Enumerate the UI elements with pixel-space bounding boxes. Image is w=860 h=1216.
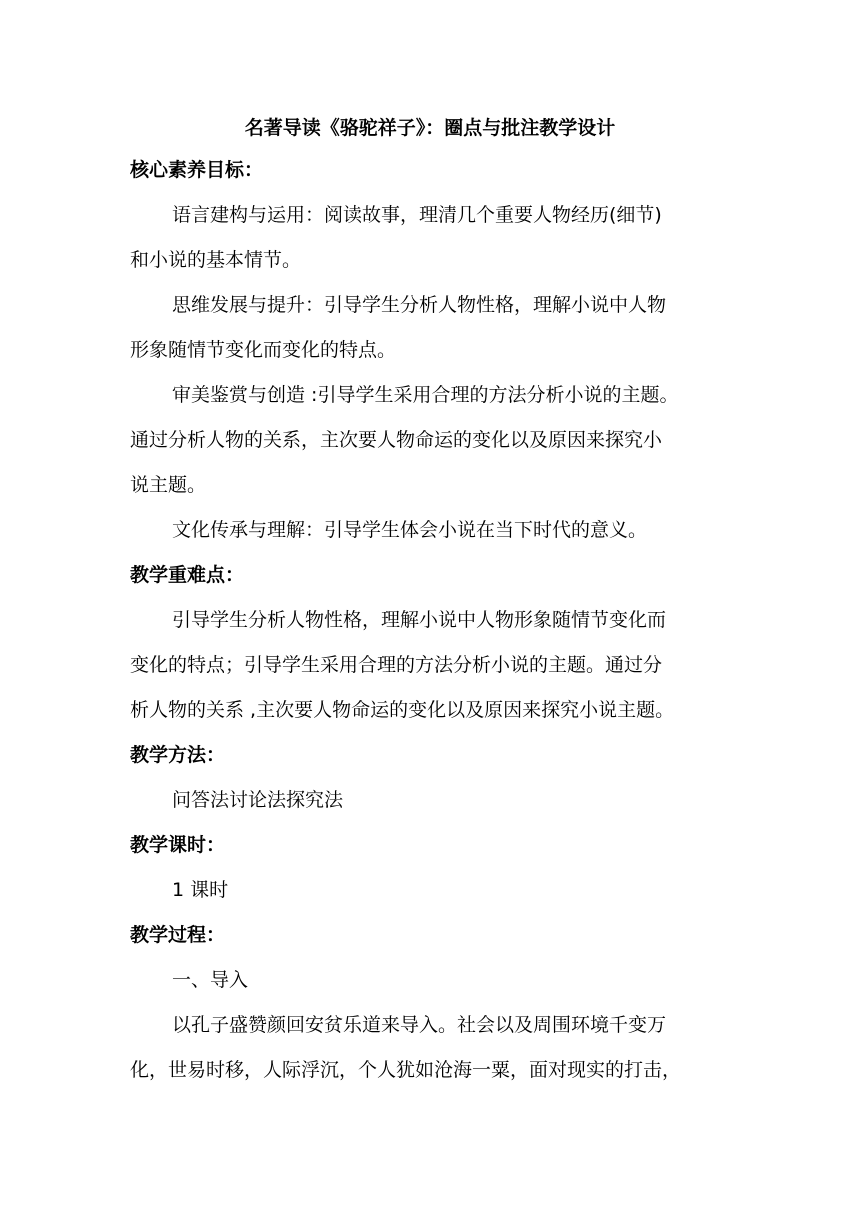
document-title: 名著导读《骆驼祥子》：圈点与批注教学设计 — [244, 117, 616, 139]
document-page — [130, 108, 730, 1093]
paragraph-line: 语言建构与运用：阅读故事，理清几个重要人物经历(细节) — [172, 204, 662, 226]
paragraph-line: 以孔子盛赞颜回安贫乐道来导入。社会以及周围环境千变万 — [172, 1014, 667, 1036]
goal-thinking — [130, 283, 730, 373]
heading-core-goals: 核心素养目标： — [130, 159, 264, 181]
methods-text: 问答法讨论法探究法 — [172, 789, 344, 811]
process-step-intro: 一、导入 — [172, 969, 249, 991]
paragraph-line: 析人物的关系 ,主次要人物命运的变化以及原因来探究小说主题。 — [130, 699, 675, 721]
heading-process: 教学过程： — [130, 924, 226, 946]
paragraph-line: 形象随情节变化而变化的特点。 — [130, 339, 397, 361]
heading-methods: 教学方法： — [130, 744, 226, 766]
periods-text: 1 课时 — [172, 879, 229, 901]
goal-culture — [130, 508, 730, 553]
process-intro-body — [130, 1003, 730, 1093]
heading-periods: 教学课时： — [130, 834, 226, 856]
paragraph-line: 审美鉴赏与创造 :引导学生采用合理的方法分析小说的主题。 — [172, 384, 679, 406]
key-points-body — [130, 598, 730, 733]
paragraph-line: 变化的特点；引导学生采用合理的方法分析小说的主题。通过分 — [130, 654, 663, 676]
paragraph-line: 文化传承与理解：引导学生体会小说在当下时代的意义。 — [172, 519, 648, 541]
paragraph-line: 和小说的基本情节。 — [130, 249, 302, 271]
paragraph-line: 化，世易时移，人际浮沉，个人犹如沧海一粟，面对现实的打击， — [130, 1059, 682, 1081]
goal-aesthetics — [130, 373, 730, 508]
heading-key-points: 教学重难点： — [130, 564, 245, 586]
paragraph-line: 通过分析人物的关系，主次要人物命运的变化以及原因来探究小 — [130, 429, 663, 451]
paragraph-line: 思维发展与提升：引导学生分析人物性格，理解小说中人物 — [172, 294, 667, 316]
paragraph-line: 引导学生分析人物性格，理解小说中人物形象随情节变化而 — [172, 609, 667, 631]
goal-language — [130, 193, 730, 283]
paragraph-line: 说主题。 — [130, 474, 207, 496]
